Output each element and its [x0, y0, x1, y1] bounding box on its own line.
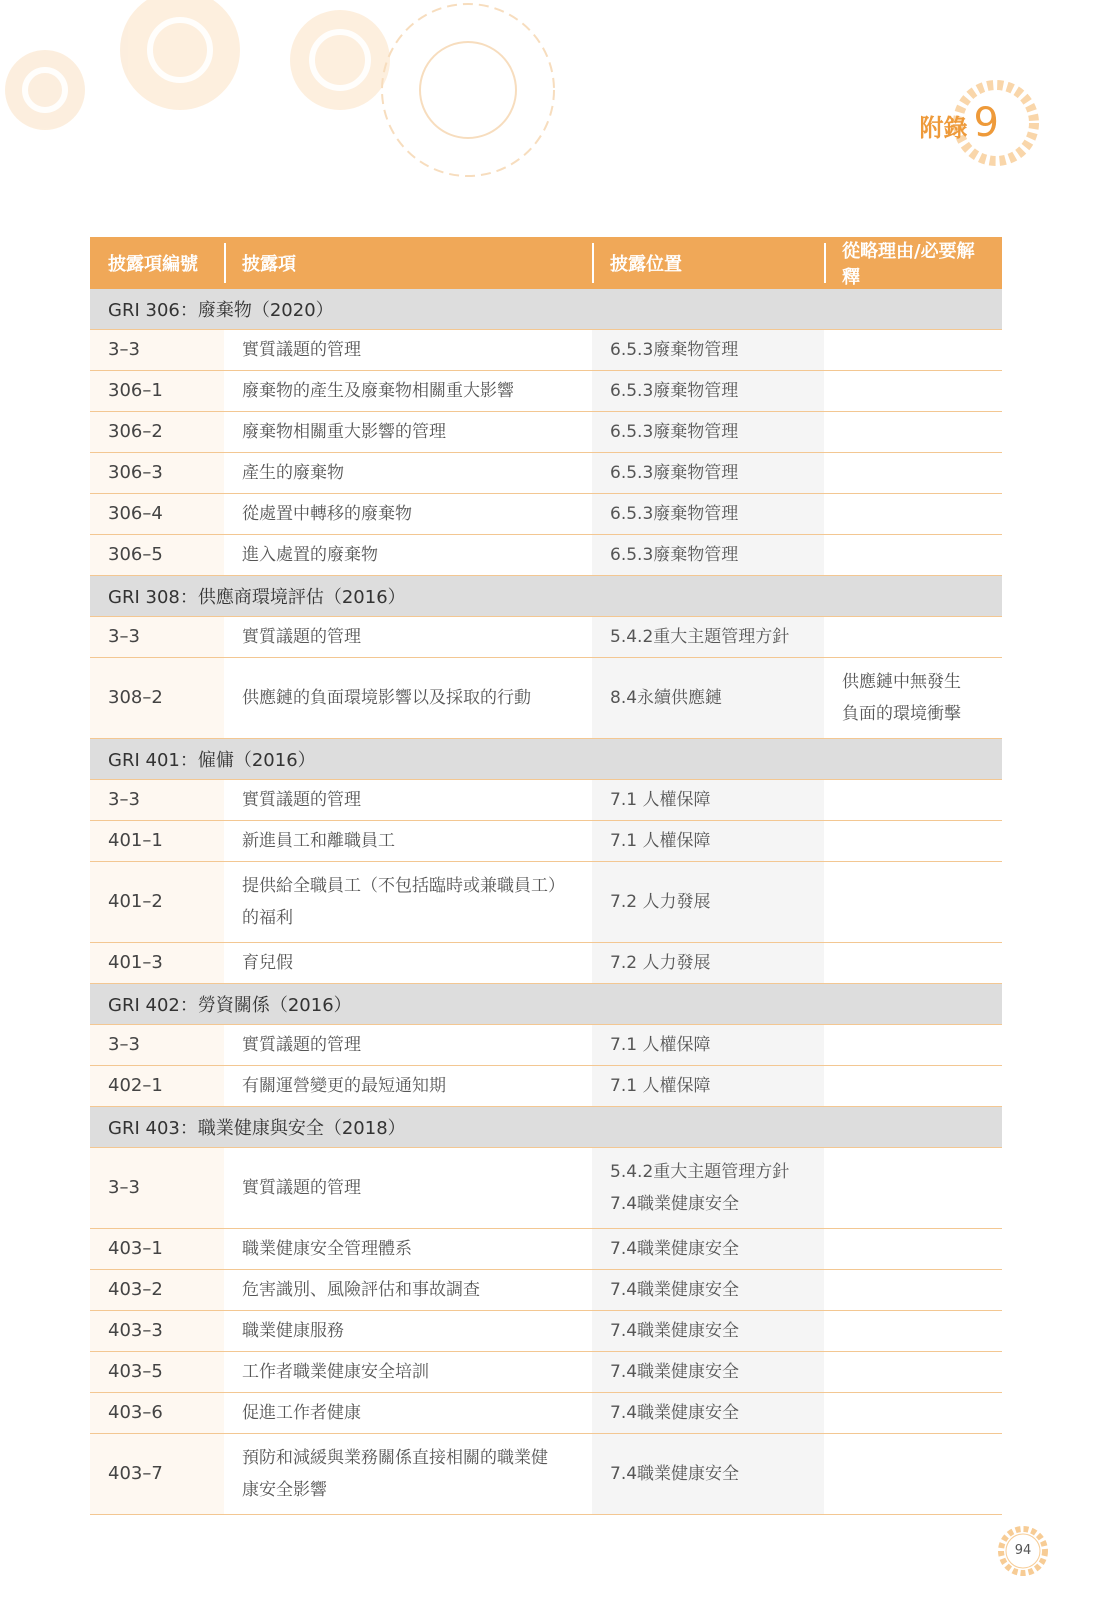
- table-row: [90, 412, 1002, 453]
- table-row: [90, 821, 1002, 862]
- disclosure-item-line: 促進工作者健康: [242, 1403, 361, 1423]
- omission-reason: [824, 862, 1002, 943]
- disclosure-item: [224, 1066, 592, 1107]
- disclosure-number: 403–1: [90, 1229, 224, 1270]
- disclosure-item: [224, 371, 592, 412]
- disclosure-location-line: 7.1 人權保障: [610, 1035, 711, 1055]
- disclosure-location: [592, 617, 824, 658]
- disclosure-number: 401–3: [90, 943, 224, 984]
- disclosure-number: 403–6: [90, 1393, 224, 1434]
- header-location: 披露位置: [592, 237, 824, 289]
- disclosure-item: [224, 821, 592, 862]
- disclosure-number: 403–2: [90, 1270, 224, 1311]
- table-row: [90, 1270, 1002, 1311]
- section-title: GRI 402：勞資關係（2016）: [90, 984, 1002, 1025]
- omission-reason: [824, 658, 1002, 739]
- table-row: [90, 1311, 1002, 1352]
- disclosure-item-line: 育兒假: [242, 953, 293, 973]
- disclosure-item-line: 產生的廢棄物: [242, 463, 344, 483]
- omission-reason: [824, 412, 1002, 453]
- disclosure-number: 3–3: [90, 1025, 224, 1066]
- disclosure-number: 403–5: [90, 1352, 224, 1393]
- disclosure-item: [224, 943, 592, 984]
- disclosure-item: [224, 1025, 592, 1066]
- disclosure-location: [592, 494, 824, 535]
- disclosure-location: [592, 1352, 824, 1393]
- table-row: [90, 617, 1002, 658]
- disclosure-item-line: 實質議題的管理: [242, 790, 361, 810]
- disclosure-item: [224, 1270, 592, 1311]
- disclosure-item-line: 實質議題的管理: [242, 627, 361, 647]
- disclosure-item: [224, 330, 592, 371]
- header-disclosure-number: 披露項編號: [90, 237, 224, 289]
- disclosure-item-line: 工作者職業健康安全培訓: [242, 1362, 429, 1382]
- omission-reason: [824, 453, 1002, 494]
- disclosure-number: 306–2: [90, 412, 224, 453]
- omission-reason-line: 負面的環境衝擊: [842, 704, 961, 724]
- disclosure-location: [592, 330, 824, 371]
- disclosure-item-line: 廢棄物相關重大影響的管理: [242, 422, 446, 442]
- disclosure-location: [592, 1393, 824, 1434]
- disclosure-item: [224, 494, 592, 535]
- disclosure-item-line: 的福利: [242, 908, 293, 928]
- table-row: [90, 371, 1002, 412]
- disclosure-location-line: 7.1 人權保障: [610, 790, 711, 810]
- omission-reason: [824, 617, 1002, 658]
- background-gears-decoration: [0, 0, 600, 220]
- disclosure-item-line: 提供給全職員工（不包括臨時或兼職員工）: [242, 876, 565, 896]
- disclosure-number: 306–3: [90, 453, 224, 494]
- disclosure-item: [224, 780, 592, 821]
- disclosure-item: [224, 1229, 592, 1270]
- disclosure-item: [224, 1434, 592, 1515]
- disclosure-location-line: 7.4職業健康安全: [610, 1403, 740, 1423]
- disclosure-item: [224, 412, 592, 453]
- disclosure-location: [592, 453, 824, 494]
- disclosure-item: [224, 1148, 592, 1229]
- disclosure-location: [592, 1025, 824, 1066]
- page-number: 94: [1014, 1543, 1032, 1558]
- omission-reason: [824, 535, 1002, 576]
- omission-reason-line: 供應鏈中無發生: [842, 672, 961, 692]
- disclosure-item-line: 供應鏈的負面環境影響以及採取的行動: [242, 688, 531, 708]
- table-row: [90, 1025, 1002, 1066]
- table-row: [90, 1229, 1002, 1270]
- disclosure-location: [592, 1311, 824, 1352]
- disclosure-location: [592, 780, 824, 821]
- disclosure-location: [592, 862, 824, 943]
- disclosure-number: 306–4: [90, 494, 224, 535]
- table-row: [90, 1066, 1002, 1107]
- omission-reason: [824, 494, 1002, 535]
- disclosure-item-line: 危害識別、風險評估和事故調查: [242, 1280, 480, 1300]
- disclosure-location: [592, 412, 824, 453]
- disclosure-location-line: 7.4職業健康安全: [610, 1239, 740, 1259]
- table-row: [90, 453, 1002, 494]
- disclosure-location: [592, 943, 824, 984]
- section-title: GRI 306：廢棄物（2020）: [90, 289, 1002, 330]
- disclosure-location-line: 5.4.2重大主題管理方針: [610, 1162, 790, 1182]
- disclosure-item-line: 從處置中轉移的廢棄物: [242, 504, 412, 524]
- omission-reason: [824, 1025, 1002, 1066]
- disclosure-location: [592, 1229, 824, 1270]
- disclosure-location-line: 6.5.3廢棄物管理: [610, 463, 739, 483]
- table-row: [90, 1352, 1002, 1393]
- omission-reason: [824, 943, 1002, 984]
- omission-reason: [824, 1352, 1002, 1393]
- disclosure-location-line: 7.1 人權保障: [610, 831, 711, 851]
- section-title: GRI 401：僱傭（2016）: [90, 739, 1002, 780]
- appendix-heading: [920, 100, 999, 146]
- disclosure-item: [224, 535, 592, 576]
- section-title: GRI 308：供應商環境評估（2016）: [90, 576, 1002, 617]
- disclosure-location: [592, 1270, 824, 1311]
- table-row: [90, 658, 1002, 739]
- disclosure-location-line: 7.4職業健康安全: [610, 1362, 740, 1382]
- omission-reason: [824, 1229, 1002, 1270]
- disclosure-item-line: 實質議題的管理: [242, 1178, 361, 1198]
- disclosure-item-line: 廢棄物的產生及廢棄物相關重大影響: [242, 381, 514, 401]
- disclosure-number: 3–3: [90, 780, 224, 821]
- disclosure-item: [224, 658, 592, 739]
- disclosure-location-line: 6.5.3廢棄物管理: [610, 381, 739, 401]
- section-title: GRI 403：職業健康與安全（2018）: [90, 1107, 1002, 1148]
- disclosure-item: [224, 862, 592, 943]
- disclosure-number: 3–3: [90, 617, 224, 658]
- omission-reason: [824, 1434, 1002, 1515]
- disclosure-item-line: 實質議題的管理: [242, 340, 361, 360]
- disclosure-item: [224, 617, 592, 658]
- header-disclosure: 披露項: [224, 237, 592, 289]
- disclosure-location-line: 6.5.3廢棄物管理: [610, 422, 739, 442]
- disclosure-location: [592, 658, 824, 739]
- table-row: [90, 330, 1002, 371]
- disclosure-location-line: 7.2 人力發展: [610, 892, 711, 912]
- disclosure-number: 401–2: [90, 862, 224, 943]
- omission-reason: [824, 1270, 1002, 1311]
- disclosure-item-line: 職業健康服務: [242, 1321, 344, 1341]
- omission-reason: [824, 1311, 1002, 1352]
- header-omission-reason: 從略理由/必要解釋: [824, 237, 1002, 289]
- omission-reason: [824, 780, 1002, 821]
- page-number-badge: [997, 1525, 1049, 1577]
- disclosure-location-line: 7.2 人力發展: [610, 953, 711, 973]
- disclosure-location-line: 7.4職業健康安全: [610, 1280, 740, 1300]
- disclosure-location: [592, 1066, 824, 1107]
- section-row: [90, 984, 1002, 1025]
- section-row: [90, 576, 1002, 617]
- disclosure-item-line: 進入處置的廢棄物: [242, 545, 378, 565]
- omission-reason: [824, 1066, 1002, 1107]
- disclosure-location-line: 7.4職業健康安全: [610, 1321, 740, 1341]
- disclosure-item: [224, 1393, 592, 1434]
- table-body: [90, 289, 1002, 1515]
- disclosure-number: 403–3: [90, 1311, 224, 1352]
- table-row: [90, 1393, 1002, 1434]
- omission-reason: [824, 821, 1002, 862]
- disclosure-location-line: 6.5.3廢棄物管理: [610, 340, 739, 360]
- disclosure-item-line: 預防和減緩與業務關係直接相關的職業健: [242, 1448, 548, 1468]
- omission-reason: [824, 371, 1002, 412]
- table-row: [90, 862, 1002, 943]
- disclosure-number: 401–1: [90, 821, 224, 862]
- disclosure-item: [224, 1352, 592, 1393]
- disclosure-location-line: 8.4永續供應鏈: [610, 688, 723, 708]
- appendix-label: 附錄: [919, 114, 968, 142]
- disclosure-location: [592, 371, 824, 412]
- disclosure-location-line: 5.4.2重大主題管理方針: [610, 627, 790, 647]
- section-row: [90, 289, 1002, 330]
- disclosure-location: [592, 821, 824, 862]
- disclosure-location: [592, 1148, 824, 1229]
- disclosure-item-line: 新進員工和離職員工: [242, 831, 395, 851]
- table-row: [90, 780, 1002, 821]
- disclosure-item-line: 實質議題的管理: [242, 1035, 361, 1055]
- disclosure-location-line: 6.5.3廢棄物管理: [610, 504, 739, 524]
- section-row: [90, 739, 1002, 780]
- gri-disclosure-table: [90, 237, 1002, 1515]
- section-row: [90, 1107, 1002, 1148]
- disclosure-item-line: 康安全影響: [242, 1480, 327, 1500]
- table-row: [90, 943, 1002, 984]
- table-row: [90, 1434, 1002, 1515]
- disclosure-location: [592, 535, 824, 576]
- disclosure-location: [592, 1434, 824, 1515]
- appendix-number: 9: [973, 100, 999, 146]
- disclosure-location-line: 6.5.3廢棄物管理: [610, 545, 739, 565]
- table-row: [90, 1148, 1002, 1229]
- table-row: [90, 535, 1002, 576]
- disclosure-item: [224, 453, 592, 494]
- omission-reason: [824, 1393, 1002, 1434]
- disclosure-location-line: 7.4職業健康安全: [610, 1194, 740, 1214]
- table-row: [90, 494, 1002, 535]
- disclosure-location-line: 7.4職業健康安全: [610, 1464, 740, 1484]
- disclosure-item-line: 有關運營變更的最短通知期: [242, 1076, 446, 1096]
- disclosure-item-line: 職業健康安全管理體系: [242, 1239, 412, 1259]
- disclosure-number: 308–2: [90, 658, 224, 739]
- disclosure-number: 402–1: [90, 1066, 224, 1107]
- disclosure-number: 3–3: [90, 330, 224, 371]
- disclosure-number: 403–7: [90, 1434, 224, 1515]
- disclosure-item: [224, 1311, 592, 1352]
- table-header: [90, 237, 1002, 289]
- disclosure-number: 306–5: [90, 535, 224, 576]
- disclosure-location-line: 7.1 人權保障: [610, 1076, 711, 1096]
- disclosure-number: 306–1: [90, 371, 224, 412]
- omission-reason: [824, 330, 1002, 371]
- disclosure-number: 3–3: [90, 1148, 224, 1229]
- omission-reason: [824, 1148, 1002, 1229]
